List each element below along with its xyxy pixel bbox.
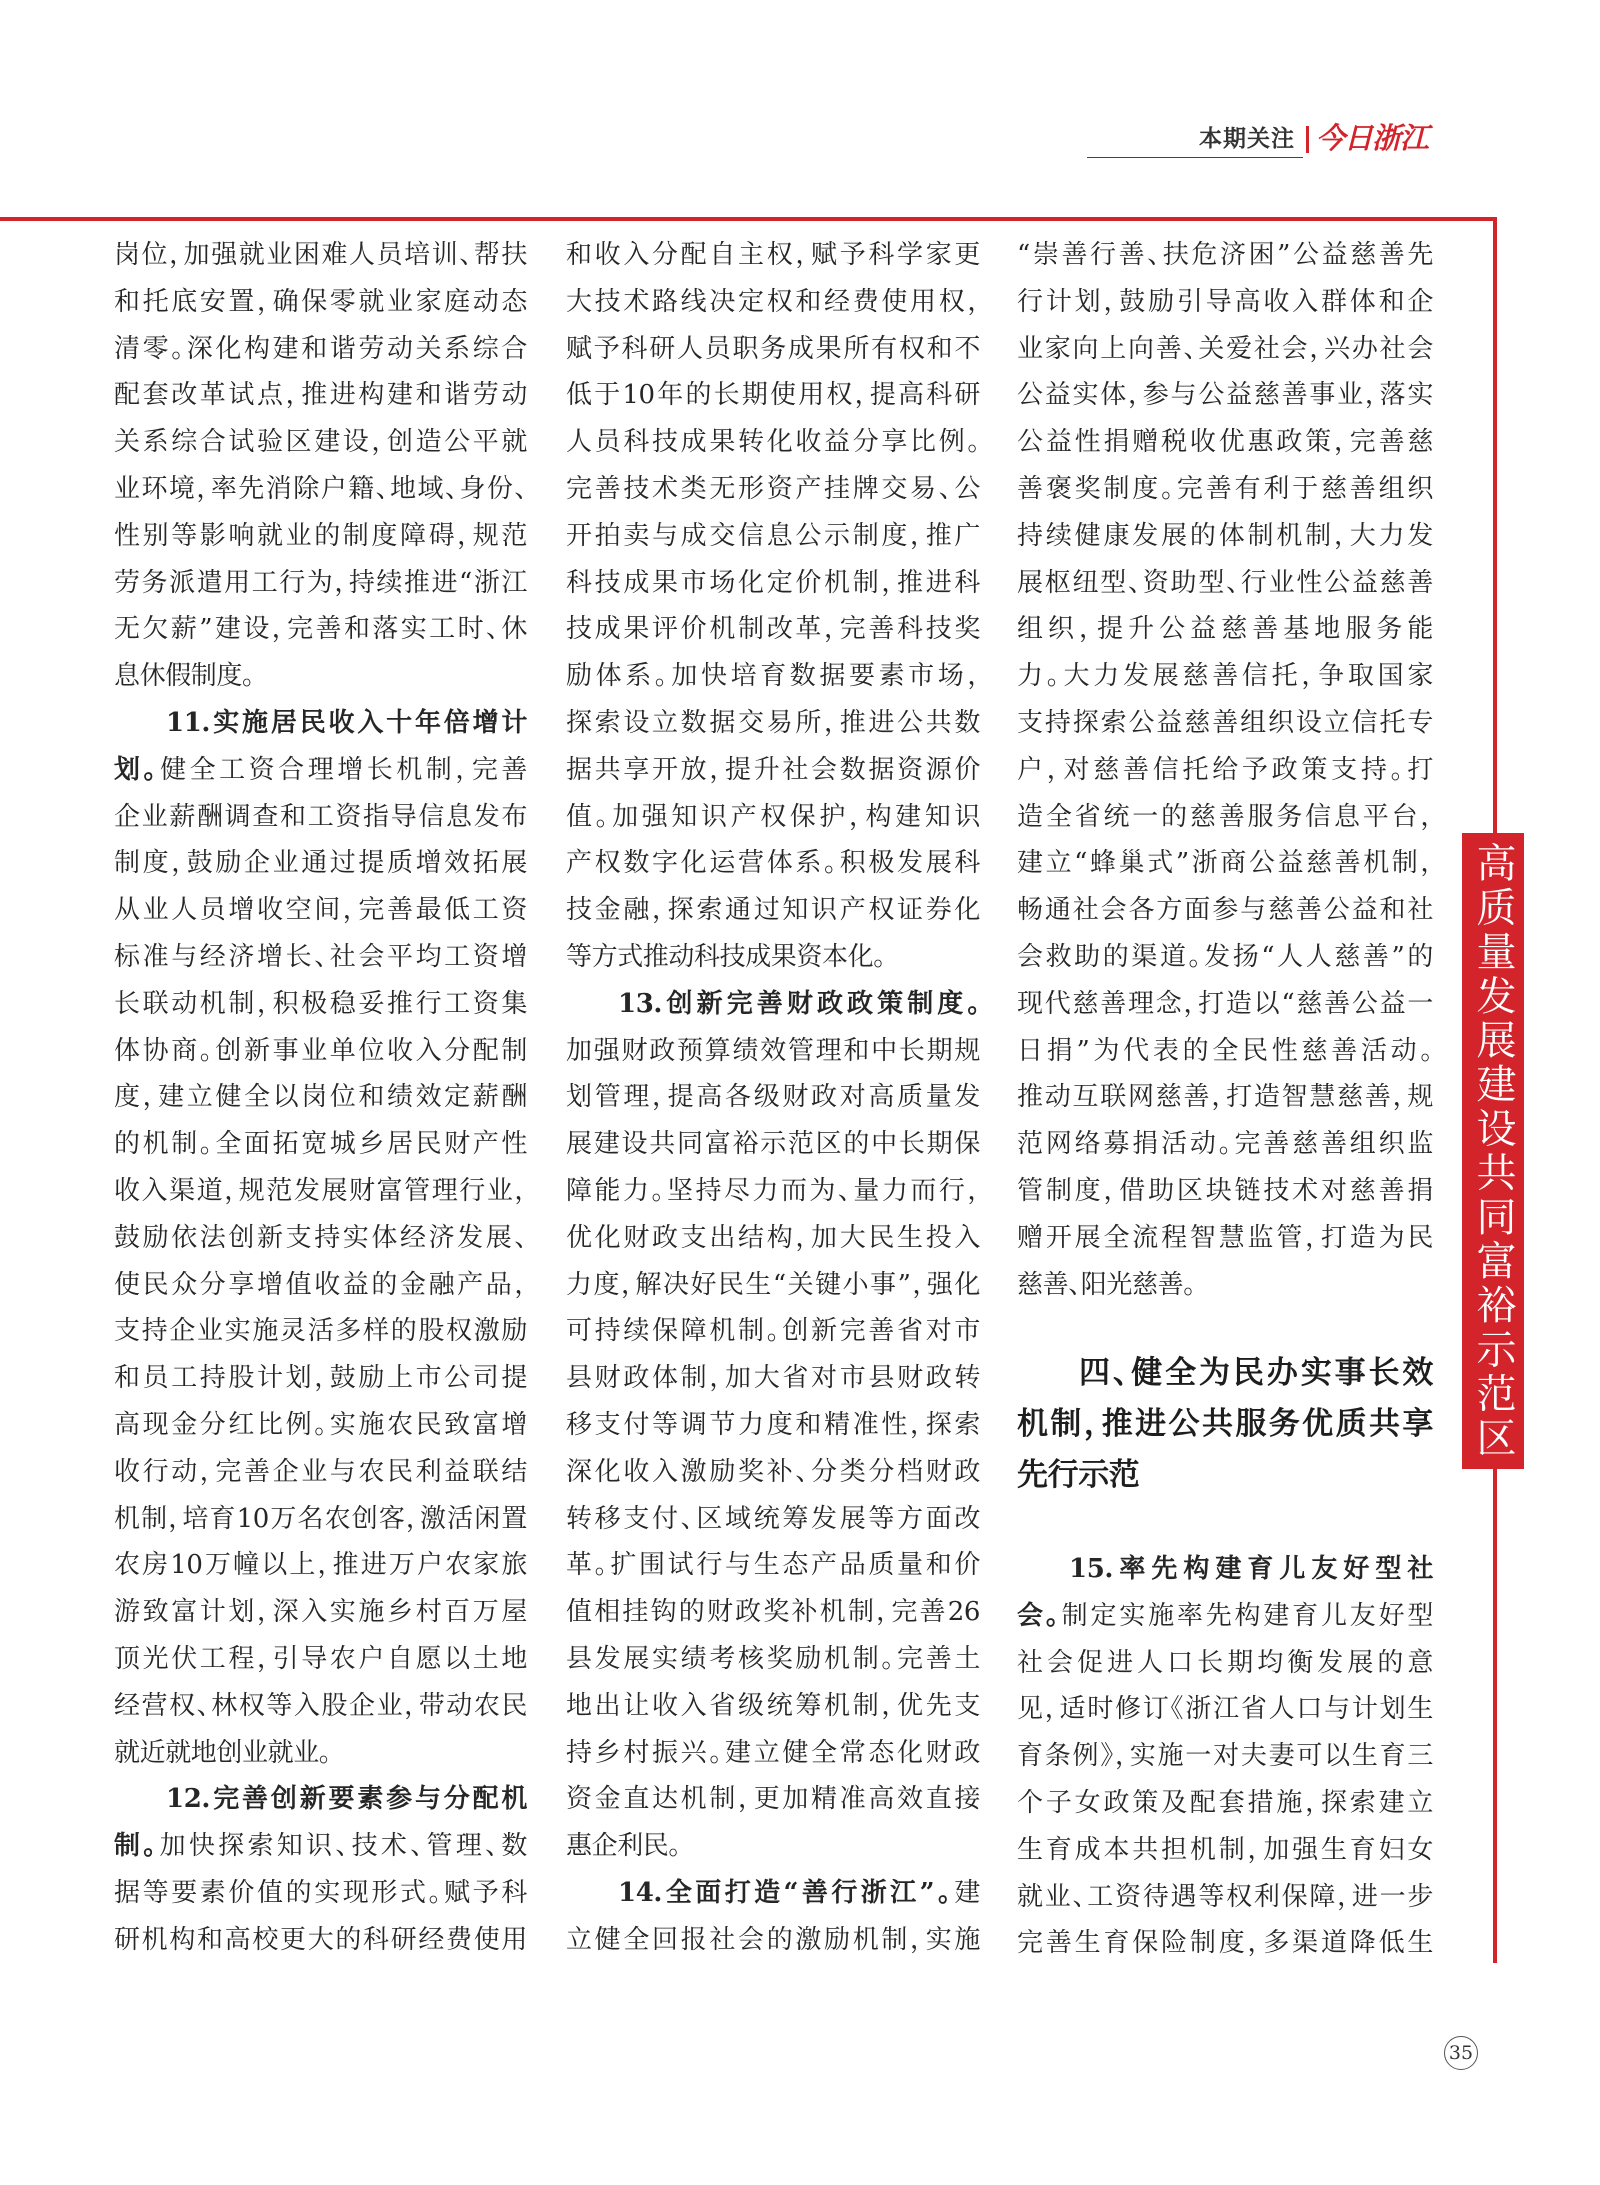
text-line: 励体系。加快培育数据要素市场，: [566, 661, 980, 692]
text-line: 地出让收入省级统筹机制，优先支: [566, 1690, 980, 1721]
paragraph: [566, 981, 980, 1870]
section-heading-line: 四、健全为民办实事长效: [1079, 1355, 1433, 1391]
text-line: 收行动，完善企业与农民利益联结: [114, 1456, 527, 1487]
side-banner: [1462, 833, 1524, 1469]
paragraph: [1017, 1546, 1433, 1967]
section-heading: [1017, 1348, 1433, 1501]
text-line: 障能力。坚持尽力而为、量力而行，: [566, 1175, 980, 1206]
text-line: 标准与经济增长、社会平均工资增: [114, 941, 527, 972]
paragraph: [1017, 232, 1433, 1308]
text-column-1: [114, 232, 527, 1963]
lead-text: 11.实施居民收入十年倍增计: [166, 707, 527, 738]
text-line: 值。加强知识产权保护，构建知识: [566, 801, 980, 832]
text-line: 顶光伏工程，引导农户自愿以土地: [114, 1643, 527, 1674]
text-line: 大技术路线决定权和经费使用权，: [566, 286, 980, 317]
lead-text: 划。: [114, 754, 161, 785]
text-line: 畅通社会各方面参与慈善公益和社: [1017, 895, 1433, 926]
text-line: 无欠薪”建设，完善和落实工时、休: [114, 614, 527, 645]
text-line: 移支付等调节力度和精准性，探索: [566, 1409, 980, 1440]
lead-text: 13.创新完善财政政策制度。: [618, 988, 980, 1019]
text-line: 慈善、阳光慈善。: [1017, 1269, 1196, 1300]
text-line: 鼓励依法创新支持实体经济发展、: [114, 1222, 527, 1253]
text-line: [114, 700, 527, 747]
lead-text: 14.全面打造“善行浙江”。: [618, 1877, 955, 1908]
text-line: 力度，解决好民生“关键小事”，强化: [566, 1269, 980, 1300]
text-line: 清零。深化构建和谐劳动关系综合: [114, 333, 527, 364]
section-heading-line: 先行示范: [1017, 1457, 1140, 1493]
text-line: 个子女政策及配套措施，探索建立: [1017, 1787, 1433, 1818]
text-line: 经营权、林权等入股企业，带动农民: [114, 1690, 527, 1721]
body-text: 建: [954, 1877, 980, 1908]
text-line: 支持探索公益慈善组织设立信托专: [1017, 707, 1433, 738]
text-line: 生育成本共担机制，加强生育妇女: [1017, 1834, 1433, 1865]
text-line: 力。大力发展慈善信托，争取国家: [1017, 661, 1433, 692]
text-line: 值相挂钩的财政奖补机制，完善26: [566, 1597, 980, 1628]
text-line: 会救助的渠道。发扬“人人慈善”的: [1017, 941, 1433, 972]
text-line: 可持续保障机制。创新完善省对市: [566, 1316, 980, 1347]
text-line: 游致富计划，深入实施乡村百万屋: [114, 1597, 527, 1628]
text-line: 技金融，探索通过知识产权证券化: [566, 895, 980, 926]
text-line: 革。扩围试行与生态产品质量和价: [566, 1550, 980, 1581]
text-line: 业环境，率先消除户籍、地域、身份、: [114, 473, 527, 504]
text-line: 完善生育保险制度，多渠道降低生: [1017, 1928, 1433, 1959]
text-line: 建立“蜂巢式”浙商公益慈善机制，: [1017, 848, 1433, 879]
text-line: 性别等影响就业的制度障碍，规范: [114, 520, 527, 551]
paragraph: [566, 232, 980, 981]
text-line: 管制度，借助区块链技术对慈善捐: [1017, 1175, 1433, 1206]
text-line: 探索设立数据交易所，推进公共数: [566, 707, 980, 738]
text-line: 范网络募捐活动。完善慈善组织监: [1017, 1129, 1433, 1160]
paragraph: [114, 232, 527, 700]
text-line: 县发展实绩考核奖励机制。完善土: [566, 1643, 980, 1674]
text-line: 和托底安置，确保零就业家庭动态: [114, 286, 527, 317]
text-line: 和收入分配自主权，赋予科学家更: [566, 240, 980, 270]
text-line: 公益实体，参与公益慈善事业，落实: [1017, 380, 1433, 411]
text-line: 低于10年的长期使用权，提高科研: [566, 380, 980, 411]
text-line: 日捐”为代表的全民性慈善活动。: [1017, 1035, 1433, 1066]
text-line: 行计划，鼓励引导高收入群体和企: [1017, 286, 1433, 317]
magazine-logo: 今日浙江: [1316, 121, 1429, 155]
text-line: 的机制。全面拓宽城乡居民财产性: [114, 1129, 527, 1160]
text-line: 支持企业实施灵活多样的股权激励: [114, 1316, 527, 1347]
paragraph: [566, 1870, 980, 1964]
text-line: 优化财政支出结构，加大民生投入: [566, 1222, 980, 1253]
text-line: 人员科技成果转化收益分享比例。: [566, 427, 980, 458]
text-line: 持续健康发展的体制机制，大力发: [1017, 520, 1433, 551]
text-line: 就业、工资待遇等权利保障，进一步: [1017, 1881, 1433, 1912]
text-line: 业家向上向善、关爱社会，兴办社会: [1017, 333, 1433, 364]
text-line: 转移支付、区域统筹发展等方面改: [566, 1503, 980, 1534]
text-line: 现代慈善理念，打造以“慈善公益一: [1017, 988, 1433, 1019]
text-line: “崇善行善、扶危济困”公益慈善先: [1017, 240, 1433, 270]
paragraph: [114, 1776, 527, 1963]
text-line: 据等要素价值的实现形式。赋予科: [114, 1877, 527, 1908]
lead-text: 会。: [1017, 1600, 1062, 1631]
text-line: [566, 1870, 980, 1917]
text-column-3-lower: [1017, 1546, 1433, 1967]
text-line: 户，对慈善信托给予政策支持。打: [1017, 754, 1433, 785]
text-line: [1017, 1593, 1433, 1640]
text-line: [1017, 1546, 1433, 1593]
text-line: [114, 747, 527, 794]
text-line: 度，建立健全以岗位和绩效定薪酬: [114, 1082, 527, 1113]
text-line: 研机构和高校更大的科研经费使用: [114, 1924, 527, 1955]
text-line: 等方式推动科技成果资本化。: [566, 941, 886, 972]
body-text: 加快探索知识、技术、管理、数: [159, 1831, 527, 1862]
text-line: 展建设共同富裕示范区的中长期保: [566, 1129, 980, 1160]
text-line: 收入渠道，规范发展财富管理行业，: [114, 1175, 527, 1206]
text-line: 和员工持股计划，鼓励上市公司提: [114, 1363, 527, 1394]
text-line: 资金直达机制，更加精准高效直接: [566, 1784, 980, 1815]
text-line: 高现金分红比例。实施农民致富增: [114, 1409, 527, 1440]
text-column-3-upper: [1017, 232, 1433, 1308]
text-line: 社会促进人口长期均衡发展的意: [1017, 1647, 1433, 1678]
text-line: 配套改革试点，推进构建和谐劳动: [114, 380, 527, 411]
text-line: 立健全回报社会的激励机制，实施: [566, 1924, 980, 1955]
text-line: 推动互联网慈善，打造智慧慈善，规: [1017, 1082, 1433, 1113]
lead-text: 12.完善创新要素参与分配机: [166, 1784, 527, 1815]
text-line: 组织，提升公益慈善基地服务能: [1017, 614, 1433, 645]
text-line: 公益性捐赠税收优惠政策，完善慈: [1017, 427, 1433, 458]
text-line: 技成果评价机制改革，完善科技奖: [566, 614, 980, 645]
text-line: 就近就地创业就业。: [114, 1737, 332, 1768]
lead-text: 15.率先构建育儿友好型社: [1069, 1554, 1433, 1584]
page-number: 35: [1444, 2036, 1478, 2070]
text-line: 产权数字化运营体系。积极发展科: [566, 848, 980, 879]
text-line: 造全省统一的慈善服务信息平台，: [1017, 801, 1433, 832]
text-line: 划管理，提高各级财政对高质量发: [566, 1082, 980, 1113]
text-line: 岗位，加强就业困难人员培训、帮扶: [114, 240, 527, 270]
text-line: 从业人员增收空间，完善最低工资: [114, 895, 527, 926]
section-heading-line: 机制，推进公共服务优质共享: [1017, 1406, 1433, 1442]
side-banner-title: 高质量发展建设共同富裕示范区: [1470, 841, 1516, 1461]
text-line: 善褒奖制度。完善有利于慈善组织: [1017, 473, 1433, 504]
lead-text: 制。: [114, 1831, 160, 1862]
text-line: 劳务派遣用工行为，持续推进“浙江: [114, 567, 527, 598]
text-line: [566, 981, 980, 1028]
text-line: 企业薪酬调查和工资指导信息发布: [114, 801, 527, 832]
paragraph: [114, 700, 527, 1776]
text-line: 惠企利民。: [566, 1831, 682, 1862]
text-line: 制度，鼓励企业通过提质增效拓展: [114, 848, 527, 879]
text-line: 机制，培育10万名农创客，激活闲置: [114, 1503, 527, 1534]
text-line: 体协商。创新事业单位收入分配制: [114, 1035, 527, 1066]
section-label: 本期关注: [1199, 126, 1295, 152]
text-line: 见，适时修订《浙江省人口与计划生: [1017, 1694, 1433, 1725]
text-line: 县财政体制，加大省对市县财政转: [566, 1363, 980, 1394]
header-rule: [1087, 157, 1303, 158]
text-line: 息休假制度。: [114, 661, 255, 692]
text-line: 关系综合试验区建设，创造公平就: [114, 427, 527, 458]
text-line: 赋予科研人员职务成果所有权和不: [566, 333, 980, 364]
text-line: 育条例》，实施一对夫妻可以生育三: [1017, 1741, 1433, 1772]
text-line: 深化收入激励奖补、分类分档财政: [566, 1456, 980, 1487]
text-line: 展枢纽型、资助型、行业性公益慈善: [1017, 567, 1433, 598]
body-text: 制定实施率先构建育儿友好型: [1061, 1600, 1433, 1631]
text-line: 据共享开放，提升社会数据资源价: [566, 754, 980, 785]
text-line: 科技成果市场化定价机制，推进科: [566, 567, 980, 598]
text-line: 长联动机制，积极稳妥推行工资集: [114, 988, 527, 1019]
text-line: 持乡村振兴。建立健全常态化财政: [566, 1737, 980, 1768]
red-frame-top-rule: [0, 217, 1497, 221]
text-line: 赠开展全流程智慧监管，打造为民: [1017, 1222, 1433, 1253]
text-line: 使民众分享增值收益的金融产品，: [114, 1269, 527, 1300]
text-line: [114, 1823, 527, 1870]
body-text: 健全工资合理增长机制，完善: [160, 754, 527, 785]
text-line: 农房10万幢以上，推进万户农家旅: [114, 1550, 527, 1581]
header-separator: [1306, 126, 1309, 153]
text-line: 加强财政预算绩效管理和中长期规: [566, 1035, 980, 1066]
text-line: 完善技术类无形资产挂牌交易、公: [566, 473, 980, 504]
text-column-2: [566, 232, 980, 1963]
text-line: 开拍卖与成交信息公示制度，推广: [566, 520, 980, 551]
text-line: [114, 1776, 527, 1823]
